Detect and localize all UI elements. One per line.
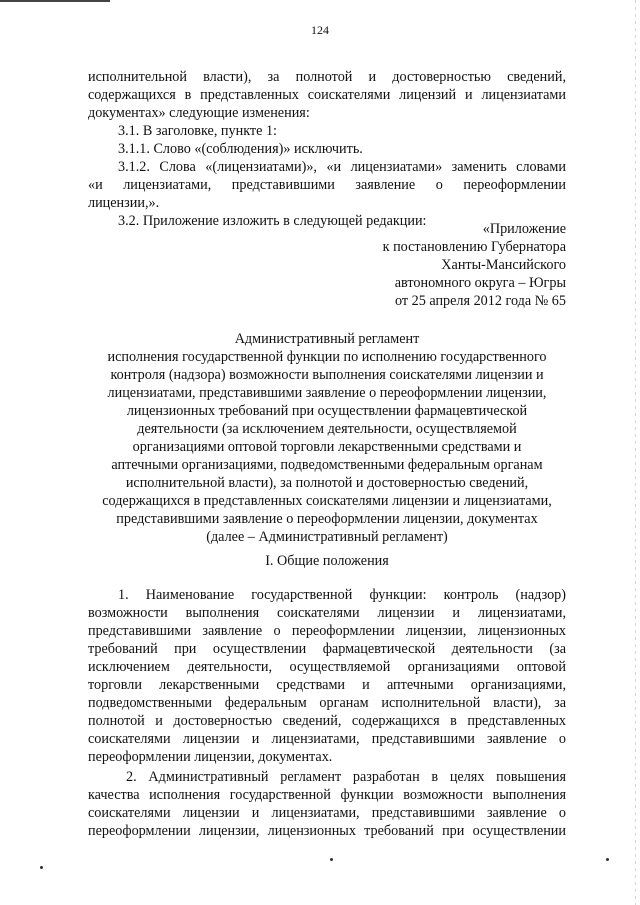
regulation-title-line: исполнительной власти), за полнотой и достоверностью сведений, [125,475,529,491]
appendix-header-line: Ханты-Мансийского [441,257,566,273]
regulation-title-line: аптечными организациями, подведомственными федеральным органам [111,457,543,473]
regulation-title-line: исполнения государственной функции по исполнению государственного [107,349,547,365]
appendix-header-line: автономного округа – Югры [394,275,566,291]
paragraph-line: исключением деятельности, осуществляемой организациями оптовой [88,659,566,675]
paragraph-line: представившими заявление о переоформлении лицензии, лицензионных [88,623,566,639]
paragraph-line: полнотой и достоверностью сведений, содержащихся в представленных [88,713,566,729]
intro-line: 3.1.1. Слово «(соблюдения)» исключить. [118,141,363,157]
regulation-title-line: содержащихся в представленных соискателями лицензии и лицензиатами, [102,493,552,509]
regulation-title-line: лицензиатами, представившими заявление о переоформлении лицензии, [107,385,547,401]
regulation-title-line: лицензионных требований при осуществлении фармацевтической [126,403,528,419]
paragraph-line: возможности выполнения соискателями лицензии и лицензиатами, [88,605,566,621]
intro-line: исполнительной власти), за полнотой и достоверностью сведений, [88,69,566,85]
intro-line: содержащихся в представленных соискателями лицензий и лицензиатами [88,87,566,103]
intro-line: 3.1. В заголовке, пункте 1: [118,123,277,139]
paragraph-line: требований при осуществлении фармацевтической деятельности (за [88,641,566,657]
page-number: 124 [311,23,329,37]
regulation-title-line: контроля (надзора) возможности выполнения соискателями лицензии и [110,367,544,383]
scan-speck [606,858,609,861]
paragraph-line: 2. Административный регламент разработан в целях повышения [126,769,566,785]
paragraph-line: переоформлении лицензии, документах. [88,749,333,765]
scan-edge-right [635,0,636,905]
intro-line: 3.2. Приложение изложить в следующей редакции: [118,213,427,229]
regulation-title-line: организациями оптовой торговли лекарственными средствами и [132,439,522,455]
regulation-title-line: деятельности (за исключением деятельности, осуществляемой [137,421,517,437]
appendix-header-line: «Приложение [482,221,566,237]
paragraph-line: соискателями лицензии и лицензиатами, представившими заявление о [88,731,566,747]
intro-line: 3.1.2. Слова «(лицензиатами)», «и лицензиатами» заменить словами [118,159,566,175]
paragraph-line: качества исполнения государственной функции возможности выполнения [88,787,566,803]
regulation-title-line: Административный регламент [234,331,420,347]
appendix-header-line: от 25 апреля 2012 года № 65 [394,293,566,309]
appendix-header-line: к постановлению Губернатора [382,239,566,255]
paragraph-line: 1. Наименование государственной функции: контроль (надзор) [118,587,566,603]
intro-line: «и лицензиатами, представившими заявление о переоформлении [88,177,566,193]
scan-edge-mark [0,0,110,2]
paragraph-line: подведомственными федеральным органам исполнительной власти), за [88,695,566,711]
regulation-title-line: (далее – Административный регламент) [206,529,448,545]
scan-speck [330,858,333,861]
intro-line: лицензии,». [88,195,160,211]
paragraph-line: соискателями лицензии и лицензиатами, представившими заявление о [88,805,566,821]
scan-speck [40,866,43,869]
regulation-title-line: представившими заявление о переоформлении лицензии, документах [116,511,538,527]
section-heading: I. Общие положения [265,553,389,569]
paragraph-line: переоформлении лицензии, лицензионных требований при осуществлении [88,823,566,839]
paragraph-line: торговли лекарственными средствами и аптечными организациями, [88,677,566,693]
intro-line: документах» следующие изменения: [88,105,310,121]
